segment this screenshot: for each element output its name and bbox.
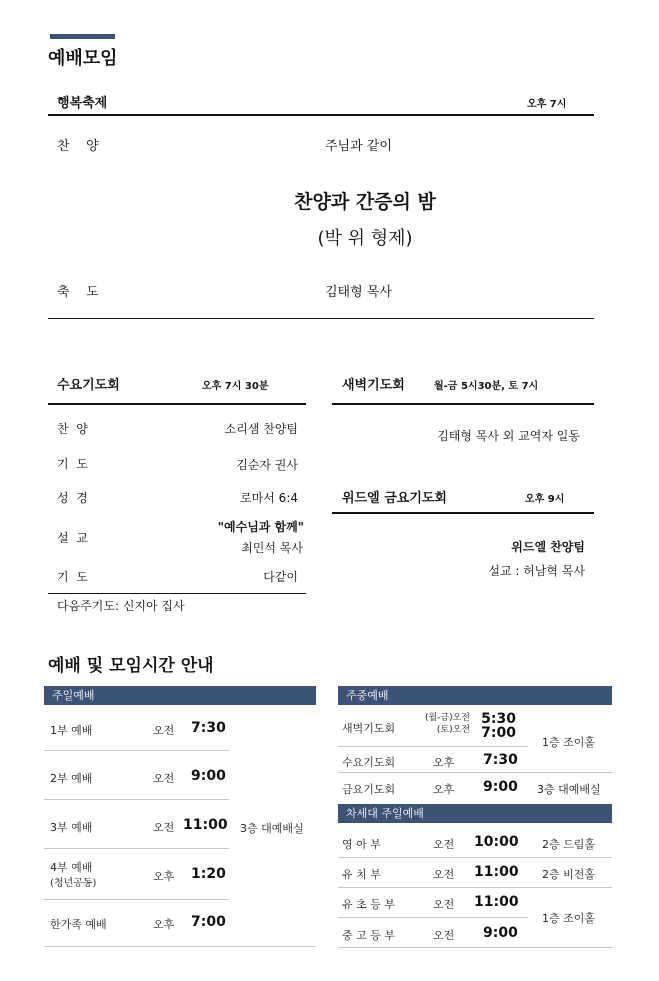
- wed-row-value: 최민석 목사: [241, 541, 303, 555]
- friday-time: 오후 9시: [525, 494, 565, 505]
- sunday-service-time: 9:00: [191, 768, 226, 784]
- wed-row-label: 기 도: [57, 570, 88, 584]
- row-line: [338, 947, 612, 948]
- row-line: [44, 899, 229, 900]
- wed-row-label: 기 도: [57, 457, 88, 471]
- row-line: [338, 857, 612, 858]
- sunday-service-ampm: 오후: [153, 870, 175, 883]
- sunday-service-ampm: 오전: [153, 724, 175, 737]
- weekday-service-name: 새벽기도회: [342, 722, 396, 735]
- next-gen-location: 2층 드림홀: [542, 838, 595, 851]
- row-line: [44, 848, 229, 849]
- dawn-saturday-ampm: (토)오전: [436, 725, 470, 735]
- wed-row-label: 설 교: [57, 531, 88, 545]
- sunday-service-time: 7:00: [191, 914, 226, 930]
- sunday-service-ampm: 오전: [153, 821, 175, 834]
- weekday-service-time: [470, 712, 516, 740]
- row-line: [338, 772, 612, 773]
- wed-row-label: 찬 양: [57, 422, 88, 436]
- next-gen-ampm: 오전: [433, 838, 455, 851]
- sunday-service-ampm: 오후: [153, 918, 175, 931]
- sunday-service-name: 한가족 예배: [50, 918, 107, 931]
- next-gen-ampm: 오전: [433, 929, 455, 942]
- weekday-service-time: 7:30: [483, 752, 518, 768]
- praise-label: 찬 양: [57, 139, 99, 154]
- sunday-service-time: 7:30: [191, 720, 226, 736]
- happy-festival-time: 오후 7시: [527, 99, 567, 110]
- sermon-title: "예수님과 함께": [217, 520, 304, 534]
- sunday-service-time: 1:20: [191, 866, 226, 882]
- row-line: [44, 946, 316, 947]
- main-event-guest: (박 위 형제): [317, 228, 413, 249]
- weekday-service-ampm: [410, 712, 470, 736]
- wed-row-value: 소리샘 찬양팀: [224, 422, 298, 436]
- divider: [48, 593, 306, 594]
- weekday-service-bar: 주중예배: [338, 686, 612, 705]
- next-week-prayer: 다음주기도: 신지아 집사: [57, 599, 185, 613]
- wed-row-label: 성 경: [57, 491, 88, 505]
- wednesday-title: 수요기도회: [57, 378, 120, 393]
- wed-row-value: 김순자 권사: [236, 458, 298, 472]
- divider: [48, 318, 594, 319]
- weekday-service-location: 1층 조이홀: [542, 736, 595, 749]
- next-gen-name: 유 초 등 부: [342, 898, 395, 911]
- row-line: [338, 746, 528, 747]
- dawn-saturday-time: 7:00: [481, 725, 516, 741]
- next-gen-time: 10:00: [474, 834, 519, 850]
- next-gen-name: 유 치 부: [342, 868, 381, 881]
- row-line: [338, 917, 528, 918]
- weekday-service-location: 3층 대예배실: [537, 783, 601, 796]
- dawn-weekday-ampm: (월-금)오전: [424, 713, 470, 723]
- happy-festival-title: 행복축제: [57, 96, 108, 111]
- dawn-title: 새벽기도회: [342, 378, 405, 393]
- praise-value: 주님과 같이: [325, 139, 392, 154]
- next-gen-ampm: 오전: [433, 868, 455, 881]
- weekday-service-name: 금요기도회: [342, 783, 396, 796]
- benediction-value: 김태형 목사: [325, 285, 392, 300]
- next-gen-ampm: 오전: [433, 898, 455, 911]
- dawn-weekday-time: 5:30: [481, 711, 516, 727]
- main-event-title: 찬양과 간증의 밤: [294, 191, 436, 213]
- row-line: [338, 887, 612, 888]
- next-gen-name: 영 아 부: [342, 838, 381, 851]
- next-gen-location: 1층 조이홀: [542, 912, 595, 925]
- friday-title: 위드엘 금요기도회: [342, 491, 447, 506]
- sunday-service-time: 11:00: [183, 817, 228, 833]
- divider: [332, 512, 594, 514]
- header-accent-bar: [50, 34, 115, 39]
- weekday-service-name: 수요기도회: [342, 756, 396, 769]
- dawn-time: 월-금 5시30분, 토 7시: [434, 381, 539, 392]
- sunday-service-name: 4부 예배: [50, 861, 93, 874]
- row-line: [44, 799, 229, 800]
- dawn-leader: 김태형 목사 외 교역자 일동: [437, 429, 580, 443]
- divider: [48, 403, 306, 405]
- sunday-service-location: 3층 대예배실: [240, 822, 304, 835]
- next-gen-time: 11:00: [474, 894, 519, 910]
- friday-team: 위드엘 찬양팀: [511, 540, 585, 554]
- divider: [332, 403, 594, 405]
- wednesday-time: 오후 7시 30분: [202, 381, 269, 392]
- weekday-service-time: 9:00: [483, 779, 518, 795]
- sunday-service-ampm: 오전: [153, 772, 175, 785]
- sunday-service-name: 2부 예배: [50, 772, 93, 785]
- row-line: [44, 750, 229, 751]
- next-gen-service-bar: 차세대 주일예배: [338, 804, 612, 823]
- benediction-label: 축 도: [57, 285, 99, 300]
- page-title: 예배모임: [48, 48, 118, 69]
- weekday-service-ampm: 오후: [433, 783, 455, 796]
- next-gen-time: 9:00: [483, 925, 518, 941]
- sunday-service-bar: 주일예배: [44, 686, 316, 705]
- wed-row-value: 다같이: [263, 570, 298, 584]
- friday-sermon: 설교 : 허남혁 목사: [488, 564, 585, 578]
- divider: [48, 114, 594, 116]
- sunday-service-name: 3부 예배: [50, 821, 93, 834]
- weekday-service-ampm: 오후: [433, 756, 455, 769]
- schedule-title: 예배 및 모임시간 안내: [48, 656, 214, 676]
- sunday-service-subname: (청년공동): [50, 878, 97, 889]
- wed-row-value: 로마서 6:4: [240, 491, 298, 505]
- sunday-service-name: 1부 예배: [50, 724, 93, 737]
- next-gen-name: 중 고 등 부: [342, 929, 395, 942]
- next-gen-time: 11:00: [474, 864, 519, 880]
- next-gen-location: 2층 비전홀: [542, 868, 595, 881]
